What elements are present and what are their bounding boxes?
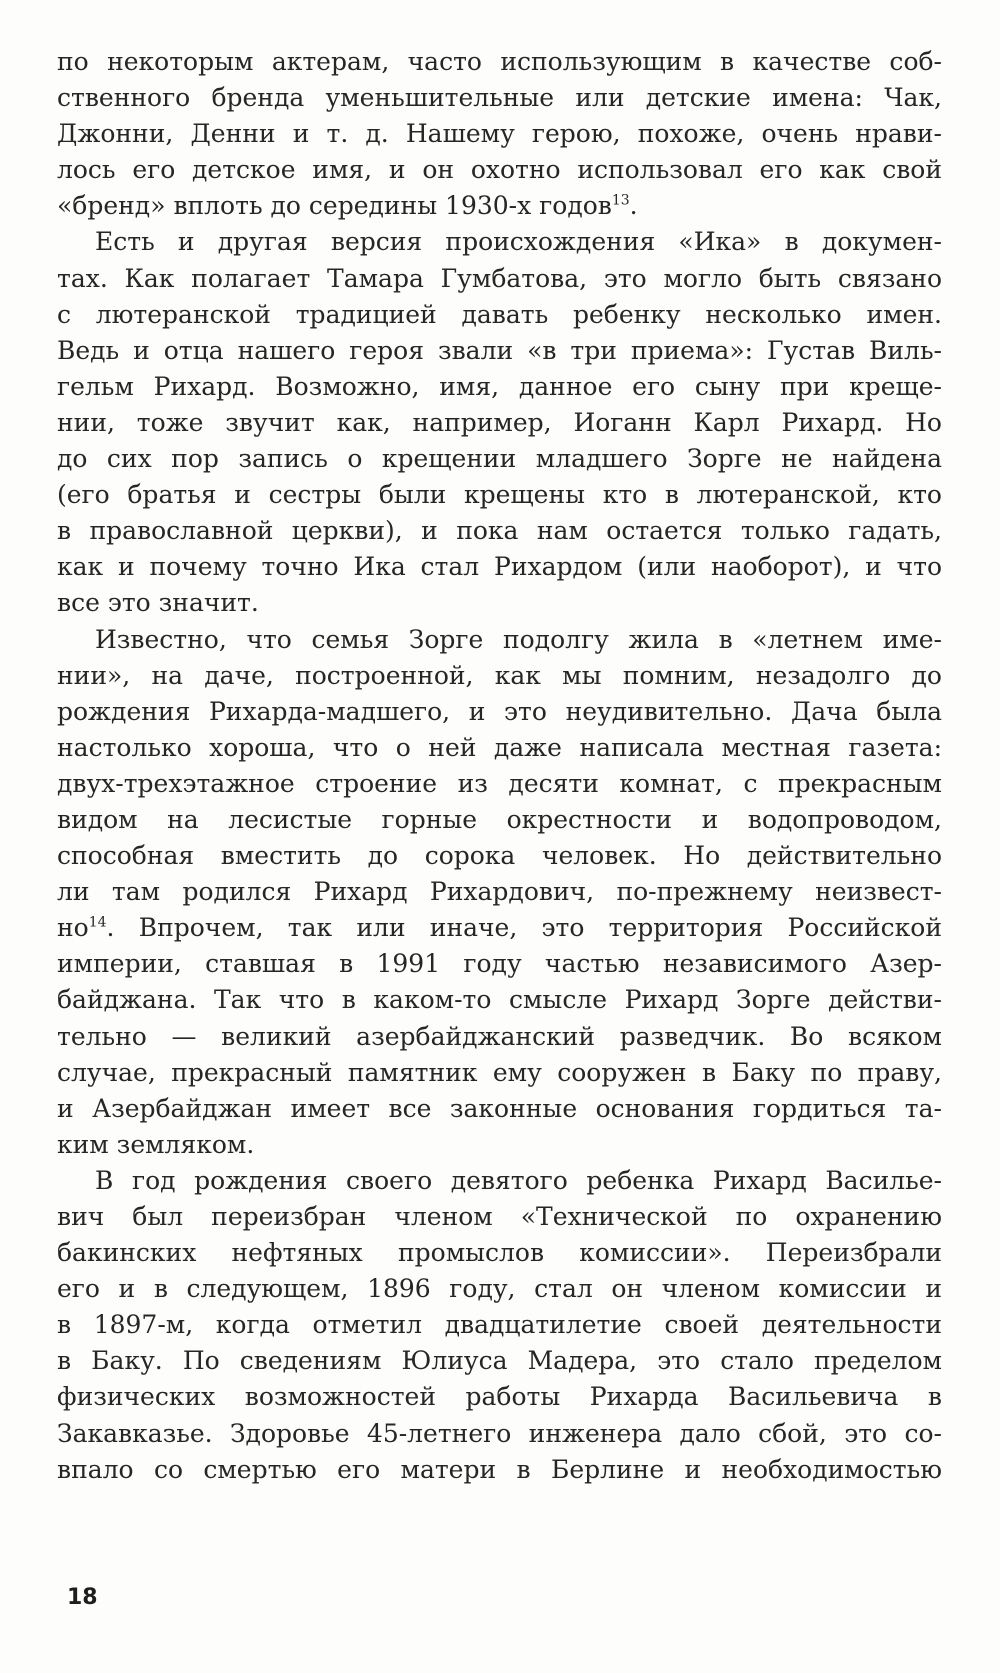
text-line: лось его детское имя, и он охотно использовал его как свой	[57, 155, 942, 185]
paragraph-1	[57, 44, 942, 224]
text-line: до сих пор запись о крещении младшего Зорге не найдена	[57, 444, 942, 474]
text-line: двух-трехэтажное строение из десяти комнат, с прекрасным	[57, 768, 942, 798]
text-line: в православной церкви), и пока нам остается только гадать,	[57, 516, 942, 546]
text-line: с лютеранской традицией давать ребенку несколько имен.	[57, 299, 942, 329]
footnote-ref: 13	[611, 193, 630, 210]
text-line: все это значит.	[57, 588, 259, 618]
text-line: в Баку. По сведениям Юлиуса Мадера, это стало пределом	[57, 1346, 942, 1376]
text-line: Есть и другая версия происхождения «Ика» в докумен-	[95, 227, 942, 257]
text-line: ли там родился Рихард Рихардович, по-прежнему неизвест-	[57, 877, 942, 907]
text-line: нии, тоже звучит как, например, Иоганн Карл Рихард. Но	[57, 407, 942, 437]
text-line: Ведь и отца нашего героя звали «в три приема»: Густав Виль-	[57, 335, 942, 365]
text-line: ственного бренда уменьшительные или детские имена: Чак,	[57, 83, 942, 113]
text-line: байджана. Так что в каком-то смысле Рихард Зорге действи-	[57, 985, 942, 1015]
text-line: видом на лесистые горные окрестности и водопроводом,	[57, 804, 942, 834]
text-line: физических возможностей работы Рихарда Васильевича в	[57, 1382, 942, 1412]
text-line: Закавказье. Здоровье 45-летнего инженера дало сбой, это со-	[57, 1418, 942, 1448]
text-line: способная вместить до сорока человек. Но действительно	[57, 841, 942, 871]
text-line: рождения Рихарда-мадшего, и это неудивительно. Дача была	[57, 696, 942, 726]
text-line: гельм Рихард. Возможно, имя, данное его сыну при креще-	[57, 371, 942, 401]
text-fragment: .	[629, 191, 638, 221]
text-line: (его братья и сестры были крещены кто в лютеранской, кто	[57, 480, 942, 510]
text-fragment: . Впрочем, так или иначе, это территория Российской	[106, 913, 942, 943]
text-line: впало со смертью его матери в Берлине и необходимостью	[57, 1454, 942, 1484]
footnote-ref: 14	[88, 914, 107, 931]
text-line: тельно — великий азербайджанский разведчик. Во всяком	[57, 1021, 942, 1051]
text-line: как и почему точно Ика стал Рихардом (или наоборот), и что	[57, 552, 942, 582]
paragraph-4	[57, 1163, 942, 1488]
text-line: вич был переизбран членом «Технической по охранению	[57, 1202, 942, 1231]
text-line: настолько хороша, что о ней даже написала местная газета:	[57, 732, 942, 762]
text-fragment: но	[57, 913, 89, 943]
text-line: случае, прекрасный памятник ему сооружен в Баку по праву,	[57, 1057, 942, 1087]
text-line: В год рождения своего девятого ребенка Рихард Васильe-	[95, 1165, 942, 1195]
text-line	[57, 188, 942, 224]
text-line: по некоторым актерам, часто использующим в качестве соб-	[57, 47, 942, 76]
body-text	[57, 44, 942, 1488]
text-line: тах. Как полагает Тамара Гумбатова, это могло быть связано	[57, 263, 942, 293]
text-line: бакинских нефтяных промыслов комиссии». Переизбрали	[57, 1238, 942, 1268]
paragraph-2	[57, 224, 942, 621]
text-line: в 1897-м, когда отметил двадцатилетие своей деятельности	[57, 1310, 942, 1340]
text-fragment: «бренд» вплоть до середины 1930-х годов	[57, 191, 612, 221]
text-line: нии», на даче, построенной, как мы помним, незадолго до	[57, 660, 942, 690]
text-line: Известно, что семья Зорге подолгу жила в «летнем име-	[95, 624, 942, 654]
page-number: 18	[67, 1585, 98, 1610]
paragraph-3	[57, 622, 942, 1163]
text-line: и Азербайджан имеет все законные основания гордиться та-	[57, 1093, 942, 1123]
text-line: Джонни, Денни и т. д. Нашему герою, похоже, очень нрави-	[57, 119, 942, 149]
text-line	[57, 910, 942, 946]
text-line: его и в следующем, 1896 году, стал он членом комиссии и	[57, 1274, 942, 1304]
text-line: ким земляком.	[57, 1129, 255, 1159]
text-line: империи, ставшая в 1991 году частью независимого Азер-	[57, 949, 942, 979]
